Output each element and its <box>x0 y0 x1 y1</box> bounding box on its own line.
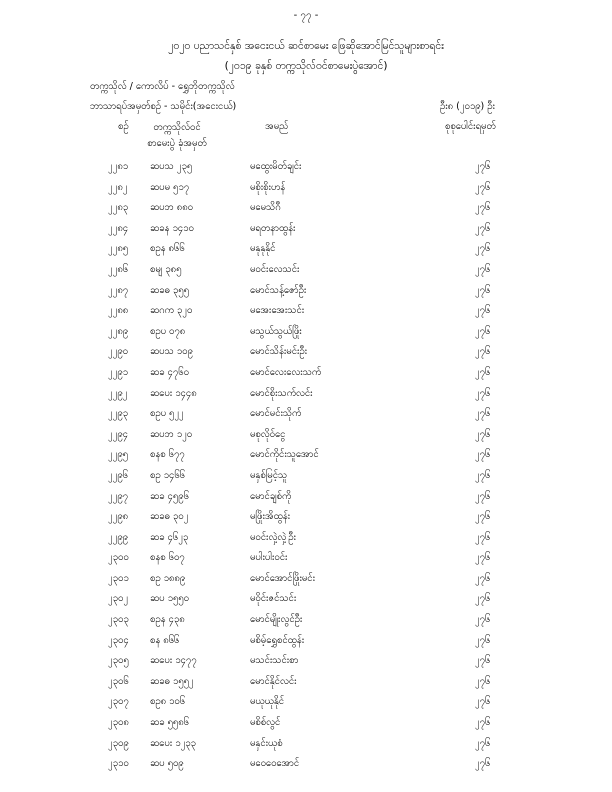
row-score: ၂၇၆ <box>475 717 491 729</box>
table-row <box>0 220 612 241</box>
row-no: ၂၂၈၈ <box>108 305 129 317</box>
row-no: ၂၂၉၆ <box>108 469 129 481</box>
row-no: ၂၂၈၃ <box>108 202 129 214</box>
row-score: ၂၇၆ <box>475 284 491 296</box>
row-name: မသွယ်သွယ်ဖြိုး <box>250 325 302 337</box>
table-row <box>0 240 612 261</box>
row-no: ၂၂၉၅ <box>108 449 129 461</box>
row-exam-number: ဆပဘ ၁၂၀ <box>150 428 193 440</box>
table-row <box>0 508 612 529</box>
row-name: မောင်သန့်ဇော်ဦး <box>250 284 307 296</box>
row-no: ၂၃၀၁ <box>108 572 129 584</box>
table-row <box>0 611 612 632</box>
row-score: ၂၇၆ <box>475 552 491 564</box>
row-no: ၂၃၀၀ <box>108 552 129 564</box>
row-name: မစိမ့်ရွှေစင်ထွန်း <box>250 634 305 646</box>
row-score: ၂၇၆ <box>475 511 491 523</box>
row-exam-number: စဥ၈ ၁၀၆ <box>150 696 186 708</box>
row-no: ၂၂၈၁ <box>108 161 129 172</box>
table-row <box>0 302 612 323</box>
row-score: ၂၇၆ <box>475 593 491 605</box>
row-no: ၂၃၀၄ <box>108 634 129 646</box>
row-name: မဝေဝေအောင် <box>250 758 300 770</box>
row-no: ၂၂၉၇ <box>108 490 129 502</box>
table-row <box>0 323 612 344</box>
row-exam-number: ဆပေး ၁၄၇၇ <box>150 655 197 667</box>
table-row <box>0 693 612 714</box>
row-name: မသင်းသင်းစာ <box>250 655 299 667</box>
row-no: ၂၂၉၃ <box>108 408 129 420</box>
row-score: ၂၇၆ <box>475 161 491 172</box>
row-name: မအေးအေးသင်း <box>250 305 305 317</box>
row-exam-number: စန ၈၆၆ <box>150 634 180 646</box>
table-row <box>0 261 612 282</box>
row-exam-number: ဆခ ၄၆၂၃ <box>150 531 189 543</box>
row-name: မောင်စိုးသက်လင်း <box>250 387 313 399</box>
row-exam-number: ဆပေး ၁၄၄၈ <box>150 387 197 399</box>
table-row <box>0 673 612 694</box>
row-name: မောင်မင်းသိုက် <box>250 408 302 420</box>
row-exam-number: ဆဂက ၃၂၀ <box>150 305 193 317</box>
header-exam-number: တက္ကသိုလ်ဝင်စာမေးပွဲ ခုံအမှတ် <box>147 122 207 149</box>
row-no: ၂၂၈၄ <box>108 222 129 234</box>
row-name: မစုလိုဝ်ငွေ <box>250 428 286 440</box>
row-exam-number: စနစ ၆၇၇ <box>150 449 185 461</box>
table-row <box>0 467 612 488</box>
row-exam-number: စမျ ၃၈၅ <box>150 263 182 275</box>
row-no: ၂၃၁၀ <box>108 758 129 770</box>
row-score: ၂၇၆ <box>475 325 491 337</box>
row-exam-number: ဆပမ ၅၁၇ <box>150 181 190 193</box>
row-no: ၂၃၀၂ <box>108 593 129 605</box>
row-exam-number: ဆပေး ၁၂၃၃ <box>150 737 196 749</box>
table-row <box>0 179 612 200</box>
row-score: ၂၇၆ <box>475 305 491 317</box>
row-name: မဝိုင်းဇင်သင်း <box>250 593 297 605</box>
row-no: ၂၃၀၉ <box>108 737 129 749</box>
row-name: မဝင်းလှဲ့လှဲ့ဦး <box>250 531 296 543</box>
row-exam-number: စဥပ ၀၇၈ <box>150 325 186 337</box>
row-score: ၂၇၆ <box>475 572 491 584</box>
row-score: ၂၇၆ <box>475 366 491 378</box>
row-score: ၂၇၆ <box>475 428 491 440</box>
table-row <box>0 426 612 447</box>
row-exam-number: ဆပဘ ၈၈၀ <box>150 202 193 214</box>
row-name: မောင်သိန်းမင်းဦး <box>250 346 308 358</box>
row-exam-number: ဆပ ၁၅၅၀ <box>150 593 189 605</box>
row-name: မပါးပါးဝင်း <box>250 552 288 564</box>
subject-line: ဘာသာရပ်အမှတ်စဉ် - သမိုင်း(အငေးငယ်) <box>90 101 237 112</box>
row-no: ၂၂၈၂ <box>108 181 128 193</box>
row-name: မရတနာထွန်း <box>250 222 296 234</box>
row-exam-number: ဆခ ၄၅၉၆ <box>150 490 189 502</box>
row-score: ၂၇၆ <box>475 696 491 708</box>
row-exam-number: ဆပသ ၂၃၅ <box>150 161 193 172</box>
row-name: မောင်ကိုင်းသူအောင် <box>250 449 319 461</box>
table-row <box>0 282 612 303</box>
row-exam-number: စဥပ ၅၂၂ <box>150 408 184 420</box>
row-score: ၂၇၆ <box>475 737 491 749</box>
row-no: ၂၃၀၆ <box>108 675 129 687</box>
row-name: မောင်အောင်ဖြိုးမင်း <box>250 572 315 584</box>
row-exam-number: စဥ ၁၈၈၉ <box>150 572 186 584</box>
row-score: ၂၇၆ <box>475 408 491 420</box>
row-score: ၂၇၆ <box>475 181 491 193</box>
table-row <box>0 652 612 673</box>
row-exam-number: ဆခန ၁၄၁၀ <box>150 222 194 234</box>
row-score: ၂၇၆ <box>475 531 491 543</box>
row-no: ၂၃၀၃ <box>108 614 129 626</box>
row-no: ၂၃၀၇ <box>108 696 129 708</box>
table-row <box>0 446 612 467</box>
table-row <box>0 590 612 611</box>
row-name: မဖြိုးအိထွန်း <box>250 511 291 523</box>
results-table <box>0 158 612 776</box>
row-exam-number: ဆပ ၅၀၉ <box>150 758 184 770</box>
row-no: ၂၂၉၄ <box>108 428 129 440</box>
row-name: မထွေးမိတ်ချင်း <box>250 161 302 172</box>
table-row <box>0 549 612 570</box>
row-exam-number: ဆခဓ ၃၅၅ <box>150 284 189 296</box>
row-exam-number: စဥန ၄၃၈ <box>150 614 185 626</box>
row-score: ၂၇၆ <box>475 202 491 214</box>
page-number: - ၇၇ - <box>293 10 319 21</box>
row-exam-number: ဆခ ၅၅၈၆ <box>150 717 190 729</box>
row-score: ၂၇၆ <box>475 675 491 687</box>
row-exam-number: စဥ ၁၄၆၆ <box>150 469 186 481</box>
row-no: ၂၂၈၅ <box>108 243 129 255</box>
row-score: ၂၇၆ <box>475 614 491 626</box>
row-score: ၂၇၆ <box>475 243 491 255</box>
table-row <box>0 405 612 426</box>
row-exam-number: ဆခ ၄၇၆၀ <box>150 366 189 378</box>
row-name: မနုနုနိုင် <box>250 243 276 255</box>
row-no: ၂၂၉၉ <box>108 531 129 543</box>
row-no: ၂၂၉၂ <box>108 387 128 399</box>
header-name: အမည် <box>265 121 289 132</box>
table-row <box>0 735 612 756</box>
row-name: မောင်နိုင်လင်း <box>250 675 297 687</box>
table-row <box>0 364 612 385</box>
table-row <box>0 199 612 220</box>
row-name: မနှစ်မြင့်သူ <box>250 469 288 481</box>
row-name: မနှင်းယုစံ <box>250 737 283 749</box>
row-no: ၂၂၉၀ <box>108 346 129 358</box>
university-line: တက္ကသိုလ် / ကောလိပ် - ရွှေဘိုတက္ကသိုလ် <box>90 81 235 92</box>
document-title: ၂၀၂၀ ပညာသင်နှစ် အငေးငယ် ဆင်စာမေး ဖြေဆိုအောင်မြင်သူများစာရင်း <box>168 40 444 52</box>
table-row <box>0 158 612 179</box>
document-subtitle: (၂၀၁၉ ခုနှစ် တက္ကသိုလ်ဝင်စာမေးပွဲအောင်) <box>224 60 388 72</box>
row-score: ၂၇၆ <box>475 490 491 502</box>
row-score: ၂၇၆ <box>475 469 491 481</box>
row-name: မောင်မျိုးလွင်ဦး <box>250 614 303 626</box>
header-no: စဉ် <box>118 121 129 132</box>
table-row <box>0 570 612 591</box>
row-exam-number: စဥန ၈၆၆ <box>150 243 185 255</box>
row-no: ၂၂၉၈ <box>108 511 129 523</box>
row-exam-number: ဆခဓ ၃၀၂ <box>150 511 189 523</box>
row-exam-number: ဆပသ ၁၀၉ <box>150 346 193 358</box>
row-exam-number: စနစ ၆၀၇ <box>150 552 185 564</box>
row-score: ၂၇၆ <box>475 387 491 399</box>
row-name: မစိုးစိုးဟန် <box>250 181 286 193</box>
row-name: မမေသိဂီ <box>250 202 281 214</box>
row-no: ၂၃၀၈ <box>108 717 129 729</box>
row-score: ၂၇၆ <box>475 346 491 358</box>
row-no: ၂၂၈၇ <box>108 284 129 296</box>
table-row <box>0 755 612 776</box>
row-no: ၂၂၉၁ <box>108 366 129 378</box>
row-no: ၂၂၈၆ <box>108 263 129 275</box>
row-name: မောင်ချစ်ကို <box>250 490 292 502</box>
row-name: မစိစ်လွင် <box>250 717 281 729</box>
header-score: စုစုပေါင်းရမှတ် <box>445 121 496 132</box>
row-score: ၂၇၆ <box>475 449 491 461</box>
row-no: ၂၃၀၅ <box>108 655 129 667</box>
row-score: ၂၇၆ <box>475 634 491 646</box>
row-name: မောင်လေးလေးသက် <box>250 366 322 378</box>
row-score: ၂၇၆ <box>475 758 491 770</box>
row-score: ၂၇၆ <box>475 222 491 234</box>
row-name: မဝင်းလေသင်း <box>250 263 300 275</box>
row-score: ၂၇၆ <box>475 263 491 275</box>
table-row <box>0 385 612 406</box>
table-row <box>0 714 612 735</box>
date-label: ဦး၈ (၂၀၁၉) ဦး <box>440 101 495 112</box>
row-score: ၂၇၆ <box>475 655 491 667</box>
row-no: ၂၂၈၉ <box>108 325 129 337</box>
table-row <box>0 488 612 509</box>
row-exam-number: ဆခဓ ၁၅၅၂ <box>150 675 194 687</box>
table-row <box>0 632 612 653</box>
table-row <box>0 343 612 364</box>
row-name: မယုယုနိုင် <box>250 696 285 708</box>
table-row <box>0 529 612 550</box>
